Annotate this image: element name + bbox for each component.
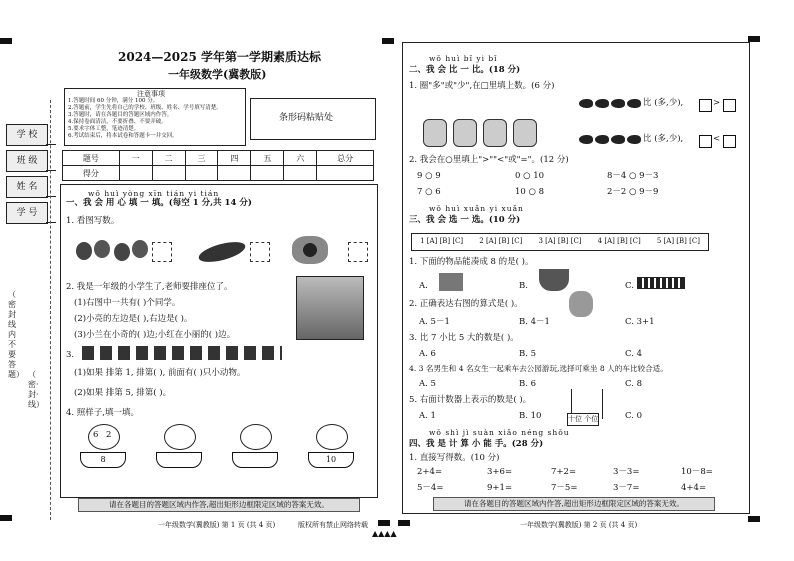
section1-title: 一、我 会 用 心 填 一 填。(每空 1 分,共 14 分) xyxy=(66,198,252,208)
compare-choice[interactable]: 比 (多,少), xyxy=(643,98,684,108)
calc-item[interactable]: 3+6= xyxy=(487,467,513,477)
chick-icon xyxy=(94,240,110,258)
compare-item[interactable]: 10 ○ 8 xyxy=(515,187,545,197)
answer-option[interactable]: 4 [A] [B] [C] xyxy=(597,237,641,245)
calc-item[interactable]: 3－3= xyxy=(613,467,640,477)
chick-icon xyxy=(114,243,130,261)
school-label: 学 校 xyxy=(6,124,48,146)
flower-pot-value[interactable] xyxy=(232,452,278,468)
answer-option[interactable]: 2 [A] [B] [C] xyxy=(479,237,523,245)
fish-icon xyxy=(595,99,609,108)
q2-line: (2)小亮的左边是( ),右边是( )。 xyxy=(74,314,193,324)
fish-icon xyxy=(579,99,593,108)
flower-icon xyxy=(164,424,196,450)
fish-icon xyxy=(579,135,593,144)
mc-option[interactable]: B. 4－1 xyxy=(519,317,550,327)
compare-sign: < xyxy=(713,134,721,144)
compare-choice[interactable]: 比 (多,少), xyxy=(643,134,684,144)
fish-icon xyxy=(611,99,625,108)
section4-pinyin: wǒ shì jì suàn xiǎo néng shǒu xyxy=(429,428,570,437)
compare-item[interactable]: 2－2 ○ 9－9 xyxy=(607,187,659,197)
mc-option[interactable]: B. 10 xyxy=(519,411,542,421)
page-subtitle: 一年级数学(冀教版) xyxy=(168,68,267,81)
flower-pot xyxy=(80,422,126,468)
q3-line: (1)如果 排第 1, 排第( ), 前面有( )只小动物。 xyxy=(74,368,246,378)
cat-icon xyxy=(423,119,447,147)
triangle-marks: ▲▲▲▲ xyxy=(372,529,397,538)
school-field[interactable] xyxy=(46,124,56,145)
score-header: 四 xyxy=(218,151,251,166)
q3-text: 3. xyxy=(66,350,75,360)
counter-label: 十位 个位 xyxy=(567,413,599,426)
bowl-icon xyxy=(539,269,569,291)
flower-pot xyxy=(156,422,202,468)
answer-grid[interactable] xyxy=(152,242,172,262)
q3-line: (2)如果 排第 5, 排第( )。 xyxy=(74,388,172,398)
alignment-mark xyxy=(378,520,390,526)
notes-title: 注意事项 xyxy=(137,90,165,98)
mc-option[interactable]: A. 1 xyxy=(419,411,436,421)
compare-sign: > xyxy=(713,98,721,108)
answer-box[interactable] xyxy=(723,135,736,148)
fish-icon xyxy=(611,135,625,144)
compare-item[interactable]: 9 ○ 9 xyxy=(417,171,441,181)
mc-option[interactable]: B. xyxy=(519,281,528,291)
mc-question: 4. 3 名男生和 4 名女生一起乘车去公园游玩,选择可乘坐 8 人的车比较合适。 xyxy=(409,364,668,373)
fish-icon xyxy=(595,135,609,144)
score-cell[interactable] xyxy=(251,166,284,181)
calc-item[interactable]: 2+4= xyxy=(417,467,443,477)
mc-question: 5. 右面计数器上表示的数是( )。 xyxy=(409,395,532,405)
flower-pot-value[interactable] xyxy=(156,452,202,468)
q2-text: 2. 我是一年级的小学生了,老师要排座位了。 xyxy=(66,282,233,292)
flower-pot xyxy=(308,422,354,468)
children-icon xyxy=(569,291,593,317)
q2-line: (1)右图中一共有( )个同学。 xyxy=(74,298,181,308)
mc-question: 3. 比 7 小比 5 大的数是( )。 xyxy=(409,333,519,343)
mc-option[interactable]: B. 5 xyxy=(519,349,537,359)
alignment-mark xyxy=(748,516,760,522)
counter-beads-icon xyxy=(637,277,685,289)
calc-item[interactable]: 7－5= xyxy=(551,483,578,493)
answer-grid[interactable] xyxy=(348,242,368,262)
score-header: 一 xyxy=(119,151,152,166)
score-cell[interactable] xyxy=(284,166,317,181)
footer-note: 请在各题目的答题区域内作答,超出矩形边框限定区域的答案无效。 xyxy=(78,498,360,512)
alignment-mark xyxy=(382,38,394,44)
answer-card xyxy=(411,233,709,251)
barcode-box xyxy=(250,98,376,140)
score-header: 六 xyxy=(284,151,317,166)
mc-option[interactable]: A. xyxy=(419,281,428,291)
flower-icon xyxy=(316,424,348,450)
note-item: 6.考试结束后，将本试卷和答题卡一并交回。 xyxy=(68,133,178,139)
score-cell[interactable] xyxy=(185,166,218,181)
note-item: 3.答题时，请在各题目的答题区域内作答。 xyxy=(68,112,173,118)
q4-1-text: 1. 直接写得数。(10 分) xyxy=(409,453,500,463)
cat-icon xyxy=(453,119,477,147)
note-item: 4.保持卷面清洁，不要折叠、不要弄破。 xyxy=(68,119,167,125)
mc-option[interactable]: C. 4 xyxy=(625,349,643,359)
barcode-label: 条形码粘贴处 xyxy=(279,113,334,123)
page1 xyxy=(58,42,378,529)
section4-title: 四、我 是 计 算 小 能 手。(28 分) xyxy=(409,439,544,449)
section2-title: 二、我 会 比 一 比。(18 分) xyxy=(409,65,521,75)
calc-item[interactable]: 9+1= xyxy=(487,483,513,493)
score-cell[interactable] xyxy=(218,166,251,181)
footer-page-info: 一年级数学(冀教版) 第 1 页 (共 4 页) xyxy=(158,521,276,529)
flower-petal-value: 2 xyxy=(106,430,112,440)
calc-item[interactable]: 7+2= xyxy=(551,467,577,477)
cat-icon xyxy=(483,119,507,147)
seal-line-text-2: （密·封·线） xyxy=(28,370,44,409)
mc-question: 1. 下面的物品能凑成 8 的是( )。 xyxy=(409,257,534,267)
score-cell[interactable] xyxy=(119,166,152,181)
seal-dashed-line xyxy=(50,100,51,520)
alignment-mark xyxy=(0,515,12,521)
mc-option[interactable]: A. 5 xyxy=(419,379,436,389)
page-title: 2024—2025 学年第一学期素质达标 xyxy=(118,50,321,64)
class-field[interactable] xyxy=(46,150,56,171)
section2-pinyin: wǒ huì bǐ yi bǐ xyxy=(429,54,498,63)
compare-item[interactable]: 0 ○ 10 xyxy=(515,171,545,181)
score-cell[interactable] xyxy=(317,166,374,181)
alignment-mark xyxy=(398,520,410,526)
seal-line-text: （密封线内不要答题） xyxy=(8,290,24,379)
fish-icon xyxy=(627,135,641,144)
binding-strip xyxy=(0,118,60,238)
calc-item[interactable]: 3－7= xyxy=(613,483,640,493)
mc-option[interactable]: C. 3+1 xyxy=(625,317,655,327)
score-header: 三 xyxy=(185,151,218,166)
note-item: 2.答题前，学生先将自己的学校、班级、姓名、学号填写清楚。 xyxy=(68,105,222,111)
q1-text: 1. 圈"多"或"少",在□里填上数。(6 分) xyxy=(409,81,555,91)
name-label: 姓 名 xyxy=(6,176,48,198)
grapes-icon xyxy=(292,236,328,264)
score-header: 五 xyxy=(251,151,284,166)
chick-icon xyxy=(76,242,92,260)
score-header: 总分 xyxy=(317,151,374,166)
flower-pot-value: 10 xyxy=(308,452,354,468)
student-id-field[interactable] xyxy=(46,202,56,223)
score-cell[interactable] xyxy=(152,166,185,181)
calc-item[interactable]: 10－8= xyxy=(681,467,713,477)
flower-icon xyxy=(240,424,272,450)
mc-question: 2. 正确表达右图的算式是( )。 xyxy=(409,299,523,309)
answer-option[interactable]: 5 [A] [B] [C] xyxy=(656,237,700,245)
class-label: 班 级 xyxy=(6,150,48,172)
animals-row xyxy=(82,346,282,360)
flower-pot xyxy=(232,422,278,468)
mc-option[interactable]: C. xyxy=(625,281,634,291)
cup-icon xyxy=(439,273,463,291)
q1-text: 1. 看图写数。 xyxy=(66,216,120,226)
footer-page-info: 一年级数学(冀教版) 第 2 页 (共 4 页) xyxy=(520,521,638,529)
note-item: 5.要求字体工整，笔迹清楚。 xyxy=(68,126,140,132)
compare-item[interactable]: 7 ○ 6 xyxy=(417,187,441,197)
flower-pot-value: 8 xyxy=(80,452,126,468)
calc-item[interactable]: 4+4= xyxy=(681,483,707,493)
answer-box[interactable] xyxy=(699,99,712,112)
chick-icon xyxy=(132,240,148,258)
page2 xyxy=(402,42,750,514)
fish-icon xyxy=(627,99,641,108)
answer-box[interactable] xyxy=(699,135,712,148)
answer-option[interactable]: 1 [A] [B] [C] xyxy=(420,237,464,245)
mc-option[interactable]: A. 6 xyxy=(419,349,436,359)
calc-item[interactable]: 5－4= xyxy=(417,483,444,493)
score-header: 题号 xyxy=(63,151,120,166)
mc-option[interactable]: C. 0 xyxy=(625,411,643,421)
answer-grid[interactable] xyxy=(250,242,270,262)
mc-option[interactable]: A. 5－1 xyxy=(419,317,450,327)
score-header: 二 xyxy=(152,151,185,166)
footer-note: 请在各题目的答题区域内作答,超出矩形边框限定区域的答案无效。 xyxy=(433,497,715,511)
student-id-label: 学 号 xyxy=(6,202,48,224)
q2-line: (3)小兰在小奇的( )边;小红在小丽的( )边。 xyxy=(74,330,236,340)
name-field[interactable] xyxy=(46,176,56,197)
mc-option[interactable]: B. 6 xyxy=(519,379,537,389)
note-item: 1.答题时间 60 分钟，满分 100 分。 xyxy=(68,98,159,104)
section1-pinyin: wǒ huì yòng xīn tián yi tián xyxy=(88,189,220,198)
alignment-mark xyxy=(0,38,12,44)
cat-icon xyxy=(513,119,537,147)
students-picture xyxy=(296,276,364,340)
score-table xyxy=(62,150,374,181)
flower-petal-value: 6 xyxy=(93,430,99,440)
score-label: 得分 xyxy=(63,166,120,181)
q4-text: 4. 照样子,填一填。 xyxy=(66,408,140,418)
mc-option[interactable]: C. 8 xyxy=(625,379,643,389)
answer-box[interactable] xyxy=(723,99,736,112)
compare-item[interactable]: 8－4 ○ 9－3 xyxy=(607,171,659,181)
section3-title: 三、我 会 选 一 选。(10 分) xyxy=(409,215,521,225)
notes-box xyxy=(64,88,246,146)
answer-option[interactable]: 3 [A] [B] [C] xyxy=(538,237,582,245)
footer-copyright: 版权所有禁止网络转载 xyxy=(298,521,368,529)
q2-text: 2. 我会在○里填上">""<"或"="。(12 分) xyxy=(409,155,569,165)
section3-pinyin: wǒ huì xuǎn yi xuǎn xyxy=(429,204,524,213)
